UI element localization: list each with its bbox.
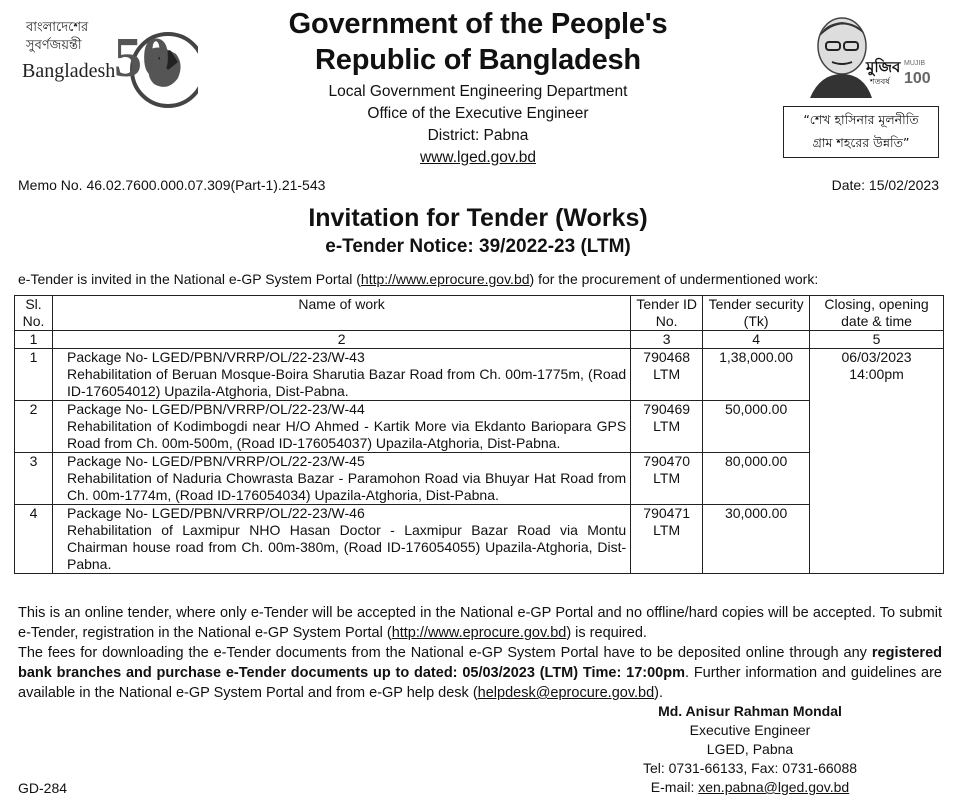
footer-code: GD-284 xyxy=(18,780,68,796)
row-work xyxy=(52,349,630,401)
col-number: 3 xyxy=(631,331,703,349)
intro-text xyxy=(18,271,818,287)
row-desc: Rehabilitation of Laxmipur NHO Hasan Doctor - Laxmipur Bazar Road via Montu Chairman house road from Ch. 00m-380m, (Road ID-176054055) Upazila-Atghoria, Dist-Pabna. xyxy=(66,522,627,572)
header-name: Name of work xyxy=(52,296,630,331)
para2-bold: registered bank branches and purchase e-Tender documents up to dated: 05/03/2023 (LTM) Time: 17:00pm xyxy=(18,645,942,681)
row-desc: Rehabilitation of Beruan Mosque-Boira Sharutia Bazar Road from Ch. 00m-1775m, (Road ID-176054012) Upazila-Atghoria, Dist-Pabna. xyxy=(66,366,627,399)
row-tender-id xyxy=(631,453,703,505)
para2-text: The fees for downloading the e-Tender documents from the National e-GP System Portal have to be deposited online through any xyxy=(18,645,872,661)
header-id: Tender ID No. xyxy=(631,296,703,331)
row-work xyxy=(52,505,630,574)
row-security: 80,000.00 xyxy=(703,453,810,505)
helpdesk-email-link[interactable]: helpdesk@eprocure.gov.bd xyxy=(477,685,655,701)
signature-block xyxy=(600,702,900,797)
eprocure-link[interactable]: http://www.eprocure.gov.bd xyxy=(360,271,530,287)
signatory-designation: Executive Engineer xyxy=(689,722,811,738)
row-sl: 3 xyxy=(15,453,53,505)
email-link[interactable]: xen.pabna@lged.gov.bd xyxy=(698,779,850,795)
row-sl: 4 xyxy=(15,505,53,574)
signatory-office: LGED, Pabna xyxy=(706,741,794,757)
row-id: 790469 xyxy=(643,401,691,417)
row-tender-id xyxy=(631,505,703,574)
bangladesh-50-logo xyxy=(18,12,198,112)
mujib-100-logo xyxy=(800,12,931,100)
notice-number: e-Tender Notice: 39/2022-23 (LTM) xyxy=(325,236,631,257)
para1-eprocure-link[interactable]: http://www.eprocure.gov.bd xyxy=(391,625,567,641)
intro-post: ) for the procurement of undermentioned work: xyxy=(529,271,819,287)
row-work xyxy=(52,401,630,453)
table-row xyxy=(15,505,944,574)
row-package: Package No- LGED/PBN/VRRP/OL/22-23/W-46 xyxy=(66,505,365,521)
gov-title-line1: Government of the People's xyxy=(288,8,668,40)
district: District: Pabna xyxy=(427,127,529,144)
closing-time: 14:00pm xyxy=(849,366,904,382)
signatory-name: Md. Anisur Rahman Mondal xyxy=(658,703,842,719)
mujib-english: MUJIB xyxy=(904,60,925,67)
mujib-shatabarsha: শতবর্ষ xyxy=(870,77,890,86)
website-link[interactable]: www.lged.gov.bd xyxy=(419,149,537,166)
row-security: 30,000.00 xyxy=(703,505,810,574)
row-id: 790471 xyxy=(643,505,691,521)
row-package: Package No- LGED/PBN/VRRP/OL/22-23/W-44 xyxy=(66,401,365,417)
email-label: E-mail: xyxy=(650,779,699,795)
table-row xyxy=(15,401,944,453)
col-number: 1 xyxy=(15,331,53,349)
logo-bengali-line2: সুবর্ণজয়ন্তী xyxy=(26,38,82,53)
online-tender-paragraph xyxy=(18,603,942,643)
row-tender-id xyxy=(631,401,703,453)
table-row xyxy=(15,349,944,401)
signatory-email xyxy=(600,778,900,797)
closing-date: 06/03/2023 xyxy=(841,349,912,365)
tender-table xyxy=(14,295,944,574)
row-sl: 1 xyxy=(15,349,53,401)
para1-tail: ) is required. xyxy=(566,625,647,641)
row-package: Package No- LGED/PBN/VRRP/OL/22-23/W-45 xyxy=(66,453,365,469)
header-sl: Sl. No. xyxy=(15,296,53,331)
row-method: LTM xyxy=(653,366,681,382)
row-method: LTM xyxy=(653,470,681,486)
table-header-row xyxy=(15,296,944,331)
row-security: 1,38,000.00 xyxy=(703,349,810,401)
intro-pre: e-Tender is invited in the National e-GP System Portal ( xyxy=(18,271,361,287)
header-closing: Closing, opening date & time xyxy=(810,296,944,331)
slogan-box xyxy=(783,106,939,158)
fees-paragraph xyxy=(18,643,942,703)
header-security: Tender security (Tk) xyxy=(703,296,810,331)
table-row xyxy=(15,453,944,505)
notice-title: Invitation for Tender (Works) xyxy=(308,204,648,232)
row-sl: 2 xyxy=(15,401,53,453)
col-number: 4 xyxy=(703,331,810,349)
mujib-number: 100 xyxy=(904,70,931,87)
closing-cell xyxy=(810,349,944,574)
row-method: LTM xyxy=(653,522,681,538)
office: Office of the Executive Engineer xyxy=(367,105,589,122)
col-number: 5 xyxy=(810,331,944,349)
logo-bengali-line1: বাংলাদেশের xyxy=(26,20,89,35)
row-work xyxy=(52,453,630,505)
column-number-row xyxy=(15,331,944,349)
row-desc: Rehabilitation of Kodimbogdi near H/O Ahmed - Kartik More via Ekdanto Bariopara GPS Road from Ch. 00m-500m, (Road ID-176054037) Upazila-Atghoria, Dist-Pabna. xyxy=(66,418,627,451)
memo-date: Date: 15/02/2023 xyxy=(831,177,939,193)
row-method: LTM xyxy=(653,418,681,434)
row-tender-id xyxy=(631,349,703,401)
memo-number: Memo No. 46.02.7600.000.07.309(Part-1).21-543 xyxy=(18,177,326,193)
slogan-line2: গ্রাম শহরের উন্নতি” xyxy=(812,135,910,150)
row-package: Package No- LGED/PBN/VRRP/OL/22-23/W-43 xyxy=(66,349,365,365)
signatory-phone: Tel: 0731-66133, Fax: 0731-66088 xyxy=(642,760,858,776)
logo-english: Bangladesh xyxy=(22,60,116,82)
row-id: 790468 xyxy=(643,349,691,365)
col-number: 2 xyxy=(52,331,630,349)
row-desc: Rehabilitation of Naduria Chowrasta Bazar - Paramohon Road via Bhuyar Hat Road from Ch. 00m-1774m, (Road ID-176054034) Upazila-Atghoria, Dist-Pabna. xyxy=(66,470,627,503)
row-id: 790470 xyxy=(643,453,691,469)
para1-text: This is an online tender, where only e-Tender will be accepted in the National e-GP Portal and no offline/hard copies will be accepted. To submit e-Tender, registration in the National e-GP System Portal ( xyxy=(18,605,942,641)
row-security: 50,000.00 xyxy=(703,401,810,453)
gov-title-line2: Republic of Bangladesh xyxy=(315,44,641,76)
mujib-bengali: মুজিব xyxy=(866,58,901,76)
slogan-line1: “শেখ হাসিনার মূলনীতি xyxy=(803,112,919,127)
department: Local Government Engineering Department xyxy=(328,83,628,100)
para2-mid: . Further information and guidelines are available in the National e-GP System Portal and from e-GP help desk ( xyxy=(18,665,942,701)
para2-tail: ). xyxy=(654,685,664,701)
logo-number: 50 xyxy=(114,27,170,89)
